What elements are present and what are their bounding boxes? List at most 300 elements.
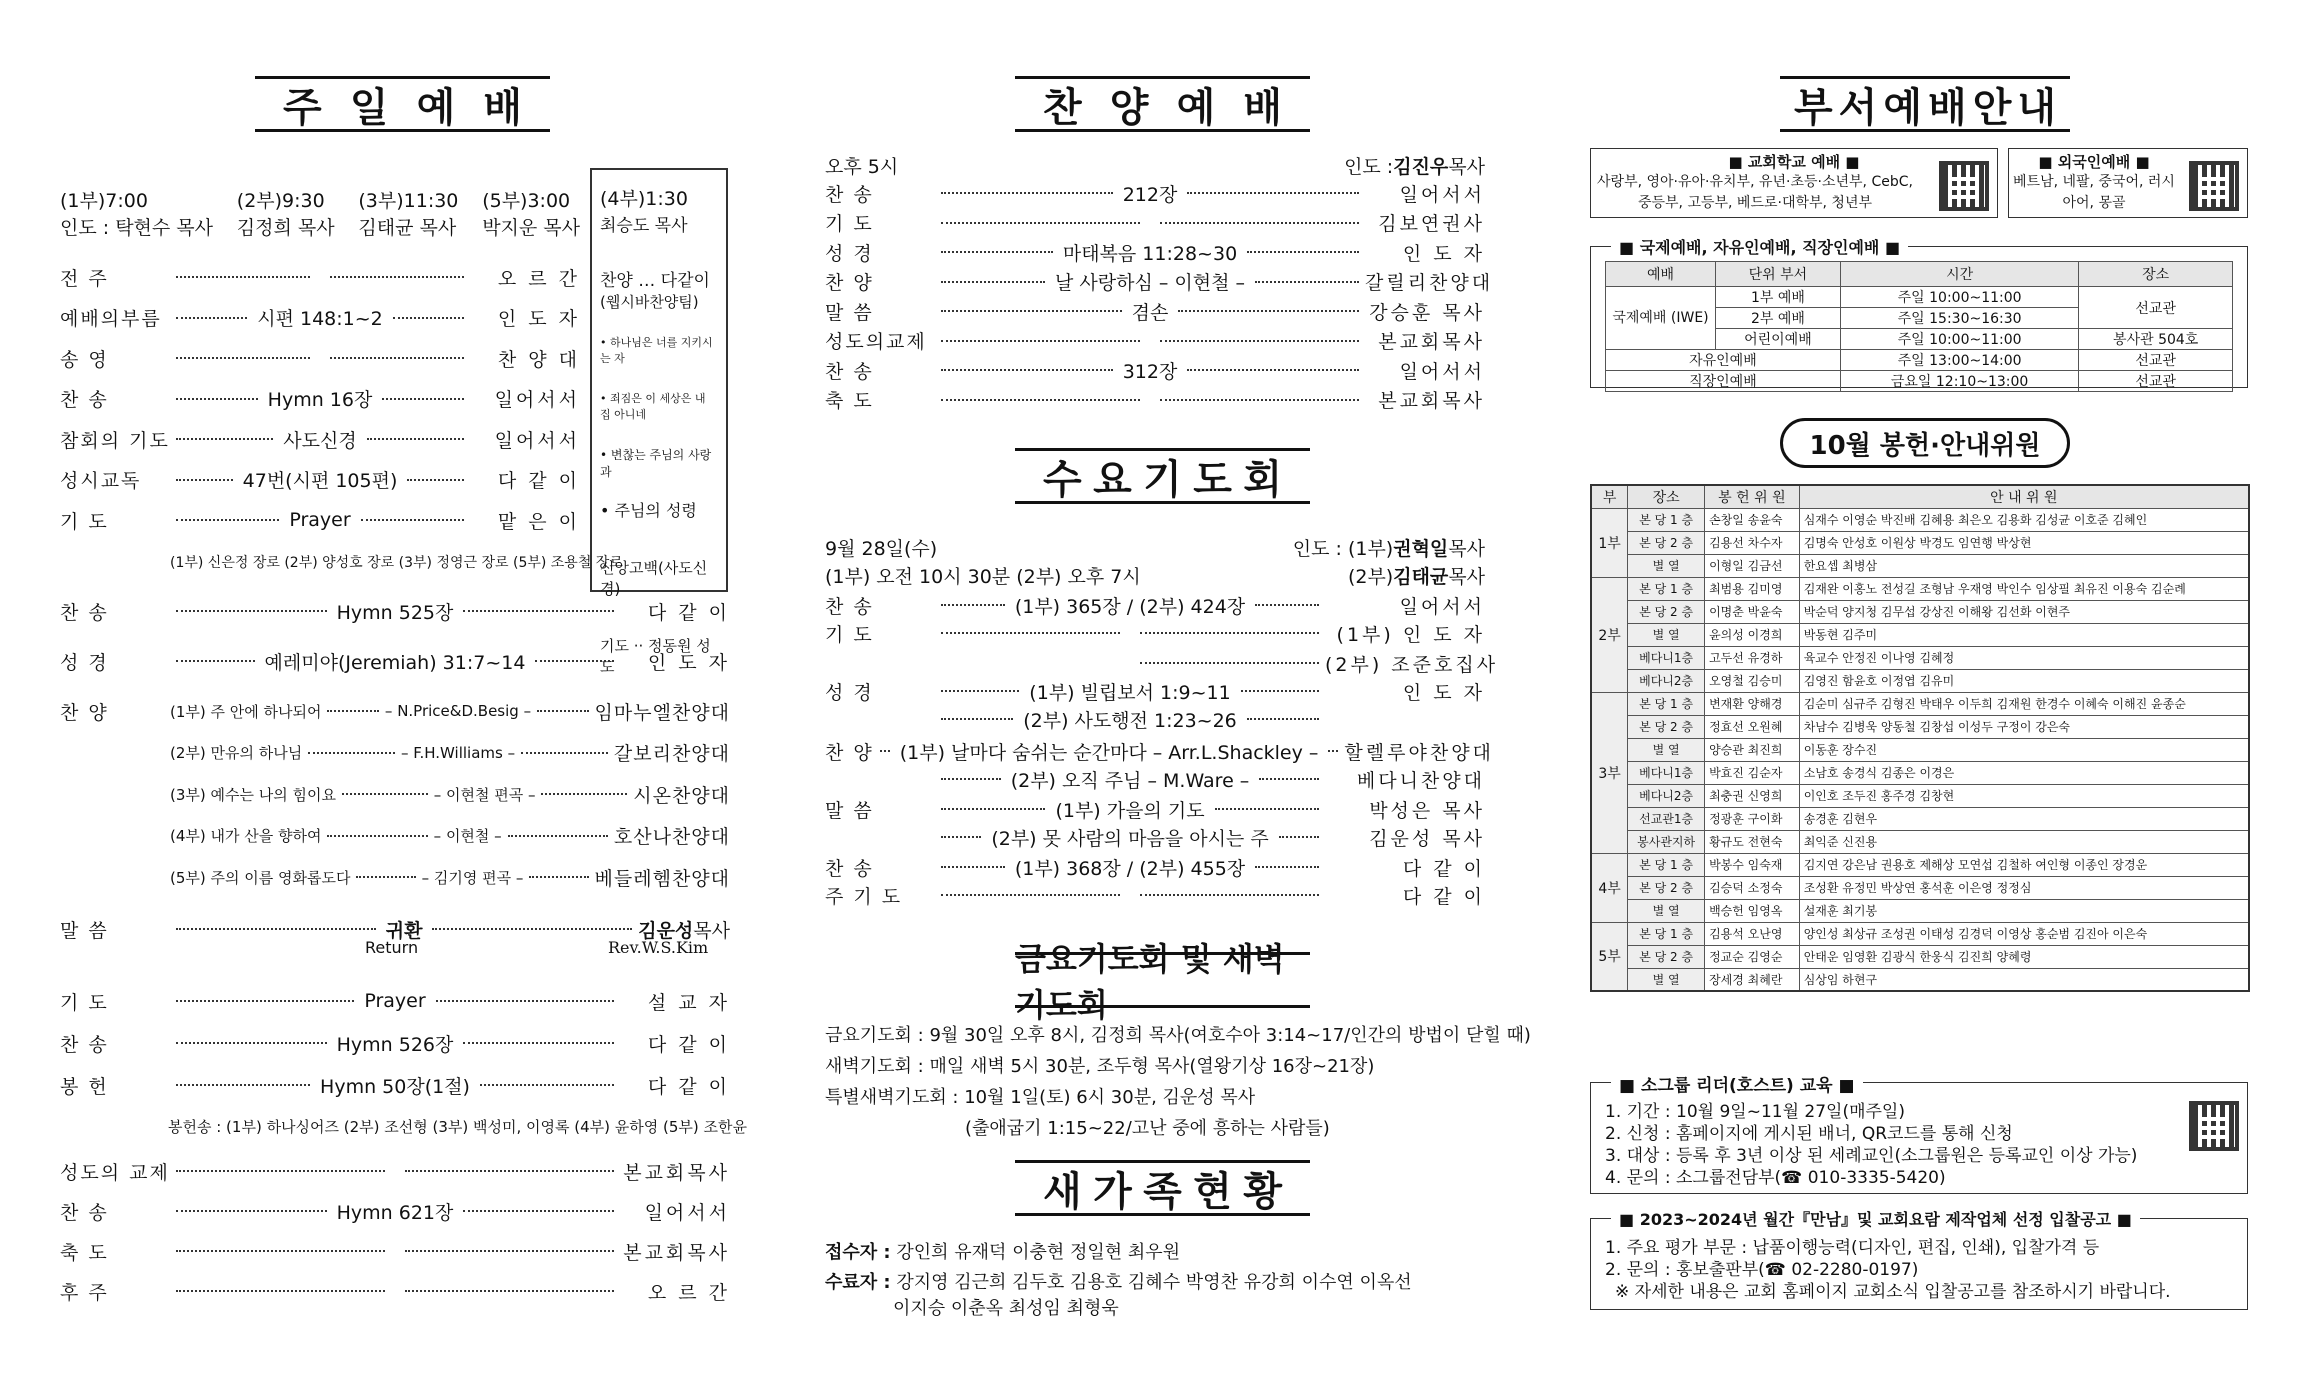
row-label: 성 경 [60, 651, 109, 674]
title-char: 새 [1043, 1167, 1082, 1215]
time: (4부)1:30 [600, 188, 688, 210]
dot-leader [941, 604, 1005, 606]
col-header: 봉 헌 위 원 [1705, 485, 1800, 508]
usher-cell: 김재완 이홍노 전성길 조형남 우재영 박인수 임상필 최유진 이용숙 김순례 [1799, 577, 2249, 600]
row-label: 성시교독 [60, 470, 142, 492]
row-role: 갈릴리찬양대 [1365, 272, 1494, 294]
offering-cell: 최충권 신영희 [1705, 784, 1800, 807]
row-content: (2부) 오직 주님 – M.Ware – [1010, 769, 1250, 792]
offering-cell: 김승덕 소정숙 [1705, 876, 1800, 899]
title-char: 배 [483, 83, 522, 131]
row-label: 축 도 [60, 1241, 109, 1264]
committee-table [1590, 484, 2250, 992]
title-char: 찬 [1043, 83, 1082, 131]
composer: – F.H.Williams – [401, 743, 516, 762]
title-char: 예 [416, 83, 456, 131]
dot-leader [941, 222, 1140, 224]
time: (2부)9:30 [236, 190, 325, 212]
col-header: 단위 부서 [1716, 262, 1841, 287]
choir-name: 임마누엘찬양대 [594, 701, 730, 724]
location-cell: 본 당 1 층 [1628, 692, 1705, 715]
choir-song: (5부) 주의 이름 영화롭도다 [170, 868, 351, 887]
offering-cell: 양승관 최진희 [1705, 738, 1800, 761]
row-role: 강승훈 목사 [1369, 301, 1485, 324]
choir-name: 갈보리찬양대 [613, 743, 731, 765]
dot-leader [480, 1084, 614, 1086]
row-content: (2부) 사도행전 1:23~26 [1023, 709, 1237, 732]
row-role: (2부) 조준호집사 [1325, 653, 1499, 676]
row-content: (1부) 368장 / (2부) 455장 [1014, 857, 1246, 880]
location-cell: 별 열 [1628, 623, 1705, 646]
bid-notice-box [1590, 1210, 2248, 1310]
foreign-text: 베트남, 네팔, 중국어, 러시아어, 몽골 [2013, 174, 2175, 211]
row-label: 성 경 [825, 242, 874, 265]
preacher-title: 목사 [693, 919, 730, 942]
row-content: (1부) 가을의 기도 [1055, 799, 1205, 822]
pastor: 김정희 목사 [236, 217, 335, 239]
choir-song: (4부) 내가 산을 향하여 [170, 827, 322, 845]
dot-leader [327, 710, 378, 712]
order-row [60, 422, 580, 456]
row-content: Prayer [289, 509, 351, 531]
title-char: 예 [1883, 83, 1922, 131]
offering-cell: 박효진 김순자 [1705, 761, 1800, 784]
dot-leader [308, 752, 395, 754]
order-row [60, 594, 730, 628]
usher-cell: 심상임 하현구 [1799, 968, 2249, 991]
order-row [60, 1274, 730, 1308]
label: 접수자 : [825, 1242, 891, 1263]
dot-leader [176, 438, 273, 440]
dot-leader [176, 479, 233, 481]
leader: 권혁일 [1393, 537, 1449, 560]
dot-leader [1140, 632, 1319, 634]
row-role: 일어서서 [644, 1201, 730, 1224]
dot-leader [1178, 310, 1359, 312]
title-char: 부 [1794, 83, 1833, 131]
usher-cell: 심재수 이영순 박진배 김혜용 최은오 김용화 김성균 이호준 김혜인 [1799, 508, 2249, 531]
location-cell: 본 당 2 층 [1628, 876, 1705, 899]
row-role: 김보연권사 [1378, 213, 1485, 235]
row-label: 찬 송 [825, 183, 874, 206]
box-item: • 하나님은 너를 지키시는 자 [600, 336, 713, 365]
bid-list [1605, 1237, 2171, 1303]
row-label: 기 도 [825, 213, 874, 235]
location-cell: 별 열 [1628, 738, 1705, 761]
school-heading: ■ 교회학교 예배 ■ [1728, 153, 1860, 171]
time: (5부)3:00 [482, 190, 571, 212]
choir-row [60, 819, 730, 853]
school-box [1590, 148, 1998, 218]
row-content: Hymn 16장 [267, 389, 373, 411]
intl-heading: ■ 국제예배, 자유인예배, 직장인예배 ■ [1611, 235, 1908, 258]
usher-cell: 송경훈 김현우 [1799, 807, 2249, 830]
row-label: 찬 양 [60, 701, 109, 724]
cell: 1부 예배 [1716, 287, 1841, 308]
row-label: 찬 양 [825, 272, 874, 294]
row-label: 찬 송 [60, 1033, 109, 1056]
usher-cell: 김명숙 안성호 이원상 박경도 임연행 박상현 [1799, 531, 2249, 554]
dot-leader [176, 1170, 385, 1172]
choir-song: (2부) 만유의 하나님 [170, 744, 303, 762]
usher-cell: 박순덕 양지청 김무섭 강상진 이해왕 김선화 이현주 [1799, 600, 2249, 623]
cell: 자유인예배 [1606, 350, 1841, 371]
row-content: 사도신경 [283, 429, 357, 452]
col-header: 부 [1591, 485, 1628, 508]
row-content: Hymn 525장 [336, 601, 454, 624]
row-label: 말 씀 [825, 799, 874, 822]
dot-leader [941, 340, 1140, 342]
order-row [60, 1026, 730, 1060]
row-role: 일어서서 [494, 389, 580, 411]
row-label: 기 도 [60, 991, 109, 1014]
cell: 선교관 [2079, 287, 2233, 329]
names: 이지승 이춘옥 최성임 최형욱 [893, 1298, 1119, 1319]
col-header: 시간 [1840, 262, 2079, 287]
usher-cell: 육교수 안정진 이나영 김혜정 [1799, 646, 2249, 669]
dot-leader [176, 519, 279, 521]
dot-leader [463, 610, 614, 612]
composer: – N.Price&D.Besig – [384, 702, 532, 720]
list-item: 1. 기간 : 10월 9일~11월 27일(매주일) [1605, 1102, 1905, 1122]
col-header: 장소 [2079, 262, 2233, 287]
order-row [60, 382, 580, 416]
dot-leader [1160, 399, 1359, 401]
time: 오후 5시 [825, 155, 899, 178]
choir-row [60, 694, 730, 728]
qr-code-icon[interactable] [2189, 161, 2239, 211]
row-role: 김운성 목사 [1369, 827, 1485, 850]
title-char: 배 [1243, 83, 1282, 131]
usher-cell: 한요셉 최병삼 [1799, 554, 2249, 577]
dot-leader [176, 1042, 327, 1044]
row-content: Prayer [364, 990, 426, 1012]
row-label: 봉 헌 [60, 1075, 109, 1098]
composer: – 이현철 – [433, 827, 502, 845]
cell: 선교관 [2079, 371, 2233, 392]
dot-leader [941, 251, 1053, 253]
cell: 직장인예배 [1606, 371, 1841, 392]
dot-leader [176, 398, 258, 400]
row-content: 시편 148:1~2 [257, 308, 383, 330]
usher-cell: 김순미 심규주 김형진 박태우 이두희 김재원 한경수 이혜숙 이해진 윤종순 [1799, 692, 2249, 715]
dot-leader [463, 1042, 614, 1044]
names: 강지영 김근희 김두호 김용호 김혜수 박영찬 유강희 이수연 이옥선 [896, 1272, 1412, 1293]
dot-leader [941, 808, 1045, 810]
dot-leader [508, 835, 608, 837]
offering-cell: 최범용 김미영 [1705, 577, 1800, 600]
order-row [60, 1068, 730, 1102]
title-char: 가 [1093, 1167, 1132, 1215]
lead-label: 인도 : (1부) [1292, 537, 1394, 560]
dot-leader [176, 1084, 310, 1086]
usher-cell: 양인성 최상규 조성권 이태성 김경덕 이영상 홍순범 김진아 이은숙 [1799, 922, 2249, 945]
title-char: 내 [2017, 83, 2056, 131]
usher-cell: 김지연 강은남 권용호 제해상 모연섭 김철하 여인형 이종인 장경운 [1799, 853, 2249, 876]
row-role: 일어서서 [1399, 360, 1485, 383]
location-cell: 베다니1층 [1628, 761, 1705, 784]
location-cell: 베다니2층 [1628, 669, 1705, 692]
dot-leader [941, 369, 1113, 371]
location-cell: 본 당 2 층 [1628, 531, 1705, 554]
row-role: (1부) 인 도 자 [1336, 623, 1485, 646]
cell: 선교관 [2079, 350, 2233, 371]
usher-cell: 차남수 김병욱 양동철 김창섭 이성두 구정이 강은숙 [1799, 715, 2249, 738]
list-item: 4. 문의 : 소그룹전담부(☎ 010-3335-5420) [1605, 1168, 1946, 1188]
cell: 어린이예배 [1716, 329, 1841, 350]
row-role: 인 도 자 [497, 308, 581, 330]
box-item: • 주님의 성령 [600, 501, 697, 520]
row-role: 인 도 자 [1402, 242, 1485, 265]
location-cell: 봉사관지하 [1628, 830, 1705, 853]
dot-leader [535, 660, 614, 662]
dot-leader [1255, 604, 1319, 606]
sunday-worship-title [255, 76, 550, 132]
order-row [825, 616, 1485, 650]
new-family-list [825, 1240, 1412, 1322]
dot-leader [1255, 281, 1359, 283]
offertory-list: 봉헌송 : (1부) 하나싱어즈 (2부) 조선형 (3부) 백성미, 이영록 (4부) 윤하영 (5부) 조한윤 [168, 1118, 747, 1136]
row-role: 찬 양 대 [497, 348, 580, 371]
row-label: 성도의 교제 [60, 1161, 170, 1184]
offering-cell: 황규도 전현숙 [1705, 830, 1800, 853]
title-char: 회 [1243, 455, 1282, 503]
col-header: 예배 [1606, 262, 1716, 287]
row-label: 찬 송 [60, 389, 109, 411]
dot-leader [941, 632, 1120, 634]
dot-leader [941, 690, 1019, 692]
dot-leader [330, 276, 464, 278]
offering-cell: 고두선 유경하 [1705, 646, 1800, 669]
dot-leader [521, 752, 608, 754]
small-group-box [1590, 1076, 2248, 1194]
info-line: 특별새벽기도회 : 10월 1일(토) 6시 30분, 김운성 목사 [825, 1087, 1256, 1108]
row-role: 본교회목사 [623, 1241, 730, 1264]
offering-cell: 정교순 김영순 [1705, 945, 1800, 968]
dot-leader [529, 876, 588, 878]
row-role: 다 같 이 [647, 1033, 730, 1056]
dot-leader [176, 317, 247, 319]
row-label: 찬 양 [825, 741, 874, 764]
location-cell: 베다니1층 [1628, 646, 1705, 669]
names: 강인희 유재덕 이충현 정일현 최우원 [896, 1242, 1181, 1263]
dot-leader [361, 519, 464, 521]
row-content: (2부) 못 사람의 마음을 아시는 주 [991, 827, 1269, 850]
row-label: 참회의 기도 [60, 429, 170, 452]
choir-row [60, 860, 730, 894]
dot-leader [327, 835, 427, 837]
order-row [825, 878, 1485, 912]
evening-worship-column [825, 0, 1531, 1376]
order-row [60, 463, 580, 497]
order-row [60, 503, 580, 537]
offering-cell: 정광훈 구이화 [1705, 807, 1800, 830]
offering-cell: 변재환 양해경 [1705, 692, 1800, 715]
row-content: (1부) 365장 / (2부) 424장 [1014, 595, 1246, 618]
title-char: 안 [1972, 83, 2012, 131]
location-cell: 본 당 1 층 [1628, 577, 1705, 600]
row-role: 오 르 간 [647, 1281, 730, 1304]
dot-leader [1215, 808, 1319, 810]
dot-leader [432, 928, 632, 930]
row-label: 후 주 [60, 1281, 109, 1304]
row-label: 찬 송 [825, 857, 874, 880]
group-cell: 1부 [1591, 508, 1628, 577]
dot-leader [367, 438, 464, 440]
row-label: 주 기 도 [825, 885, 903, 908]
usher-cell: 박동현 김주미 [1799, 623, 2249, 646]
row-label: 말 씀 [60, 919, 109, 942]
time: (3부)11:30 [358, 190, 459, 212]
offering-cell: 오영철 김승미 [1705, 669, 1800, 692]
cell: 금요일 12:10~13:00 [1840, 371, 2079, 392]
order-row [825, 383, 1485, 417]
title: 목사 [1448, 565, 1485, 588]
dot-leader [1160, 340, 1359, 342]
prayer-list: (1부) 신은정 장로 (2부) 양성호 장로 (3부) 정영근 장로 (5부) 조용철 장로 [170, 555, 623, 571]
title: 목사 [1448, 537, 1485, 560]
location-cell: 선교관1층 [1628, 807, 1705, 830]
row-label: 성도의교제 [825, 331, 927, 353]
row-role: 본교회목사 [623, 1161, 730, 1184]
title-char: 황 [1243, 1167, 1282, 1215]
qr-code-icon[interactable] [1939, 161, 1989, 211]
dot-leader [176, 928, 376, 930]
dot-leader [941, 894, 1120, 896]
usher-cell: 안태운 임영환 김광식 한웅식 김진희 양혜령 [1799, 945, 2249, 968]
pastor: 인도 : 탁현수 목사 [60, 217, 213, 239]
dot-leader [941, 399, 1140, 401]
time: (1부)7:00 [60, 190, 148, 212]
order-row [60, 301, 580, 335]
service-time [237, 186, 335, 240]
offering-cell: 이형일 김금선 [1705, 554, 1800, 577]
title: 목사 [1448, 155, 1485, 178]
title-char: 예 [1176, 83, 1216, 131]
usher-cell: 김영진 함윤호 이정엽 김유미 [1799, 669, 2249, 692]
offering-cell: 손창일 송윤숙 [1705, 508, 1800, 531]
offering-cell: 이명춘 박윤숙 [1705, 600, 1800, 623]
location-cell: 본 당 2 층 [1628, 945, 1705, 968]
dot-leader [1187, 369, 1359, 371]
col-header: 안 내 위 원 [1799, 485, 2249, 508]
location-cell: 본 당 1 층 [1628, 508, 1705, 531]
location-cell: 본 당 1 층 [1628, 853, 1705, 876]
row-label: 예배의부름 [60, 308, 162, 330]
list-item: 2. 신청 : 홈페이지에 게시된 배너, QR코드를 통해 신청 [1605, 1124, 2013, 1144]
order-row [825, 702, 1485, 736]
dot-leader [342, 793, 428, 795]
composer: – 김기영 편곡 – [421, 868, 524, 887]
info-line: 금요기도회 : 9월 30일 오후 8시, 김정희 목사(여호수아 3:14~17/인간의 방법이 닫힐 때) [825, 1025, 1531, 1046]
school-text: 사랑부, 영아·유아·유치부, 유년·초등·소년부, CebC, 중등부, 고등부, 베드로·대학부, 청년부 [1597, 174, 1913, 211]
row-content: Hymn 621장 [336, 1201, 454, 1224]
location-cell: 별 열 [1628, 899, 1705, 922]
title-char: 기 [1143, 455, 1182, 503]
group-cell: 4부 [1591, 853, 1628, 922]
col-header: 장소 [1628, 485, 1705, 508]
location-cell: 별 열 [1628, 554, 1705, 577]
choir-row [60, 736, 730, 770]
row-content: 겸손 [1131, 301, 1169, 324]
dot-leader [405, 1170, 614, 1172]
box-item: (웹시바찬양팀) [600, 293, 699, 311]
october-committee-title: 10월 봉헌·안내위원 [1780, 418, 2070, 468]
dot-leader [941, 866, 1005, 868]
dot-leader [1140, 662, 1319, 664]
dot-leader [1247, 718, 1319, 720]
usher-cell: 최익준 신진용 [1799, 830, 2249, 853]
choir-row [60, 777, 730, 811]
date: 9월 28일(수) [825, 537, 938, 560]
dot-leader [941, 718, 1013, 720]
cell: 봉사관 504호 [2079, 329, 2233, 350]
row-role: 다 같 이 [647, 1075, 731, 1098]
title-char: 양 [1109, 83, 1149, 131]
dot-leader [941, 192, 1113, 194]
praise-worship-title [1015, 76, 1310, 132]
row-role: 할렐루야찬양대 [1344, 741, 1494, 764]
service-time [482, 186, 580, 240]
cell: 주일 10:00~11:00 [1840, 287, 2079, 308]
row-role: 설 교 자 [647, 991, 731, 1014]
row-role: 다 같 이 [647, 601, 730, 624]
location-cell: 본 당 1 층 [1628, 922, 1705, 945]
usher-cell: 이동훈 장수진 [1799, 738, 2249, 761]
row-content: (1부) 날마다 숨쉬는 순간마다 – Arr.L.Shackley – [899, 741, 1319, 764]
friday-info [825, 1020, 1531, 1144]
row-content: 예레미야(Jeremiah) 31:7~14 [264, 651, 526, 674]
row-content: 47번(시편 105편) [242, 470, 398, 492]
row-content: 마태복음 11:28~30 [1062, 242, 1238, 265]
dot-leader [393, 317, 464, 319]
group-cell: 3부 [1591, 692, 1628, 853]
order-row [825, 820, 1485, 854]
qr-code-icon[interactable] [2189, 1101, 2239, 1151]
dot-leader [880, 750, 890, 752]
dot-leader [941, 836, 981, 838]
order-row [60, 1194, 730, 1228]
cell: 주일 10:00~11:00 [1840, 329, 2079, 350]
info-line: 새벽기도회 : 매일 새벽 5시 30분, 조두형 목사(열왕기상 16장~21장) [825, 1056, 1375, 1077]
cell: 주일 15:30~16:30 [1840, 308, 2079, 329]
offering-cell: 백승헌 임영옥 [1705, 899, 1800, 922]
order-row [825, 762, 1485, 796]
row-label: 성 경 [825, 681, 874, 704]
row-content: (1부) 빌립보서 1:9~11 [1029, 681, 1231, 704]
order-row [60, 984, 730, 1018]
title-char: 현 [1193, 1167, 1232, 1215]
leader: 김진우 [1393, 155, 1449, 178]
group-cell: 5부 [1591, 922, 1628, 991]
title-char: 주 [283, 83, 322, 131]
offering-cell: 정효선 오원혜 [1705, 715, 1800, 738]
bid-heading: ■ 2023~2024년 월간『만남』및 교회요람 제작업체 선정 입찰공고 ■ [1611, 1207, 2140, 1230]
dot-leader [1255, 866, 1319, 868]
dot-leader [176, 276, 310, 278]
offering-cell: 장세경 최혜란 [1705, 968, 1800, 991]
usher-cell: 조성환 유정민 박상연 홍석훈 이은영 정정심 [1799, 876, 2249, 899]
row-content: 312장 [1122, 360, 1178, 383]
dot-leader [941, 778, 1001, 780]
row-content: 212장 [1122, 183, 1178, 206]
time: (1부) 오전 10시 30분 (2부) 오후 7시 [825, 565, 1141, 588]
location-cell: 베다니2층 [1628, 784, 1705, 807]
order-row [60, 1234, 730, 1268]
dot-leader [176, 610, 327, 612]
location-cell: 본 당 2 층 [1628, 600, 1705, 623]
dot-leader [176, 1210, 327, 1212]
